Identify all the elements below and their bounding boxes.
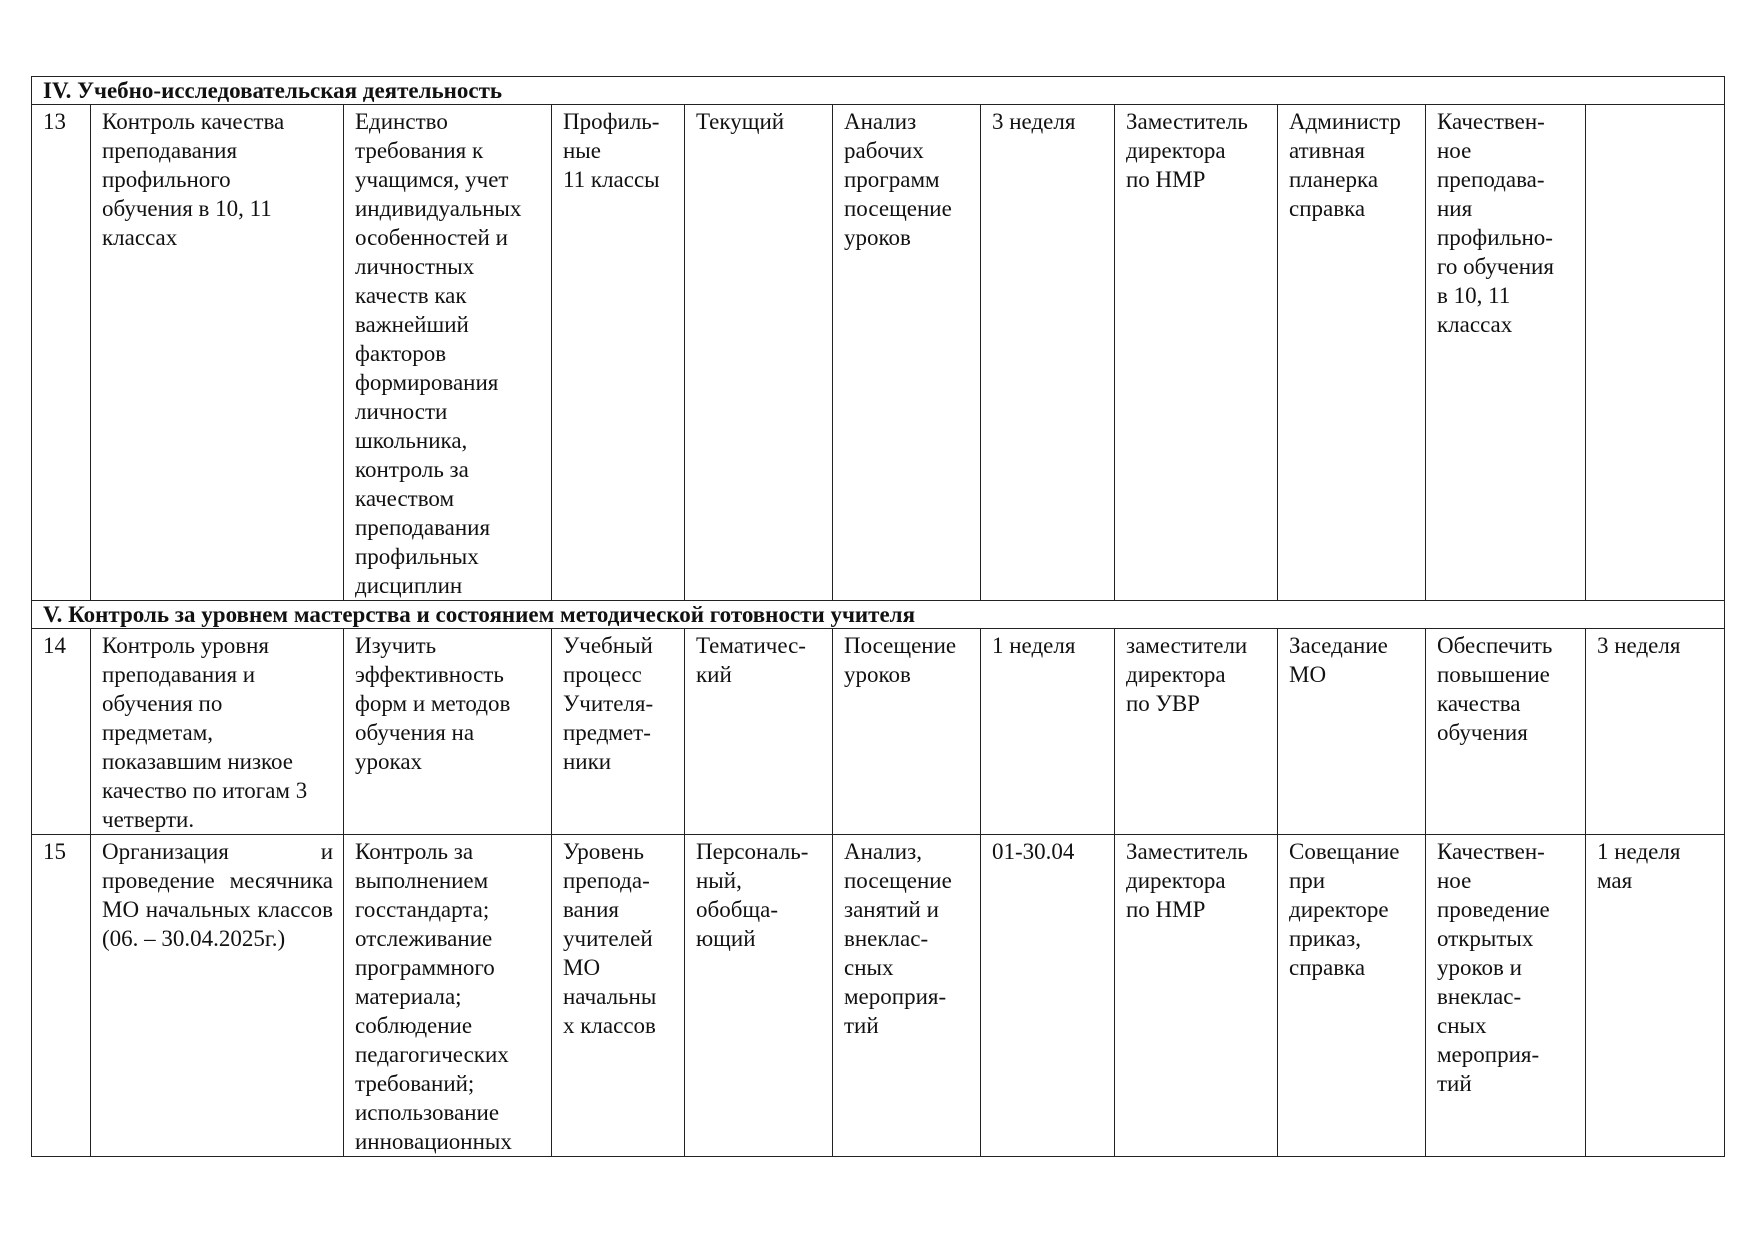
control-plan-table: [31, 76, 1725, 1157]
section-title: IV. Учебно-исследовательская деятельность: [32, 77, 1725, 105]
cell-responsible: Заместитель директора по НМР: [1115, 105, 1278, 601]
cell-deadline: [1586, 105, 1725, 601]
cell-type: Тематичес- кий: [685, 629, 833, 835]
cell-summary: Администр ативная планерка справка: [1278, 105, 1426, 601]
cell-term: 1 неделя: [981, 629, 1115, 835]
cell-result: Обеспечить повышение качества обучения: [1426, 629, 1586, 835]
cell-type: Текущий: [685, 105, 833, 601]
section-header-row: [32, 77, 1725, 105]
cell-result: Качествен- ное проведение открытых уроков и внеклас- сных мероприя- тий: [1426, 835, 1586, 1157]
section-title: V. Контроль за уровнем мастерства и состоянием методической готовности учителя: [32, 601, 1725, 629]
cell-responsible: заместители директора по УВР: [1115, 629, 1278, 835]
cell-goal: Изучить эффективность форм и методов обучения на уроках: [344, 629, 552, 835]
cell-term: 3 неделя: [981, 105, 1115, 601]
cell-deadline: 1 неделя мая: [1586, 835, 1725, 1157]
cell-goal: Контроль за выполнением госстандарта; отслеживание программного материала; соблюдение педагогических требований; использование инновационных: [344, 835, 552, 1157]
cell-method: Посещение уроков: [833, 629, 981, 835]
cell-topic: Контроль уровня преподавания и обучения по предметам, показавшим низкое качество по итогам 3 четверти.: [91, 629, 344, 835]
row-number: 15: [32, 835, 91, 1157]
cell-object: Учебный процесс Учителя- предмет- ники: [552, 629, 685, 835]
section-header-row: [32, 601, 1725, 629]
cell-type: Персональ- ный, обобща- ющий: [685, 835, 833, 1157]
row-number: 13: [32, 105, 91, 601]
cell-goal: Единство требования к учащимся, учет индивидуальных особенностей и личностных качеств как важнейший факторов формирования личности школьника, контроль за качеством преподавания профильных дисциплин: [344, 105, 552, 601]
cell-responsible: Заместитель директора по НМР: [1115, 835, 1278, 1157]
row-number: 14: [32, 629, 91, 835]
cell-term: 01-30.04: [981, 835, 1115, 1157]
cell-topic: Организация и проведение месячника МО начальных классов (06. – 30.04.2025г.): [91, 835, 344, 1157]
table-row: [32, 105, 1725, 601]
cell-summary: Совещание при директоре приказ, справка: [1278, 835, 1426, 1157]
cell-result: Качествен- ное преподава- ния профильно- го обучения в 10, 11 классах: [1426, 105, 1586, 601]
cell-deadline: 3 неделя: [1586, 629, 1725, 835]
table-row: [32, 835, 1725, 1157]
cell-object: Профиль- ные 11 классы: [552, 105, 685, 601]
cell-object: Уровень препода- вания учителей МО начальны х классов: [552, 835, 685, 1157]
cell-summary: Заседание МО: [1278, 629, 1426, 835]
cell-topic: Контроль качества преподавания профильного обучения в 10, 11 классах: [91, 105, 344, 601]
cell-method: Анализ рабочих программ посещение уроков: [833, 105, 981, 601]
cell-method: Анализ, посещение занятий и внеклас- сных мероприя- тий: [833, 835, 981, 1157]
table-row: [32, 629, 1725, 835]
